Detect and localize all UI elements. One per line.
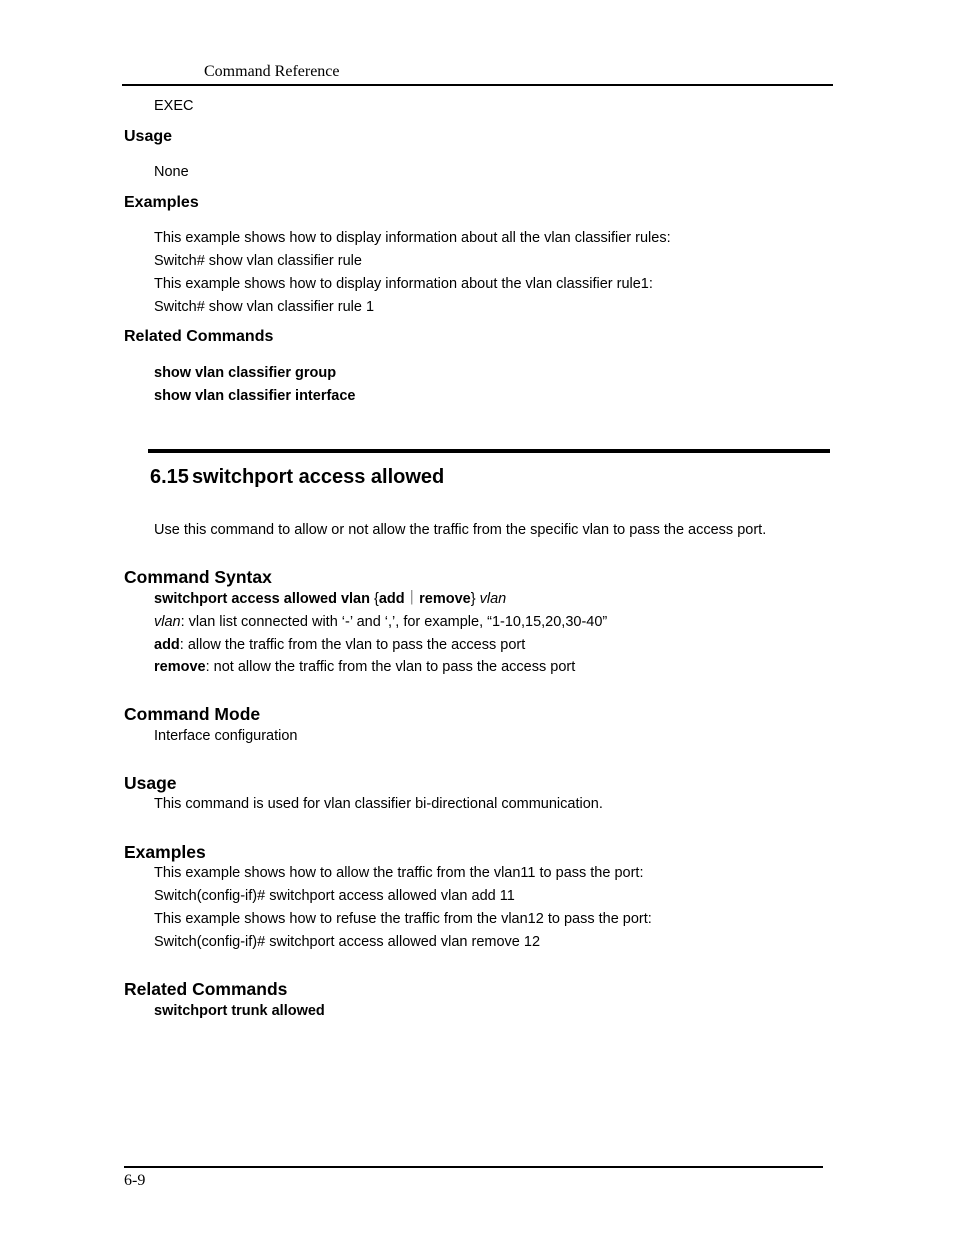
param-desc: : not allow the traffic from the vlan to pass the access port bbox=[205, 659, 576, 675]
examples-heading: Examples bbox=[124, 842, 206, 862]
related-heading: Related Commands bbox=[124, 979, 288, 999]
header-rule bbox=[122, 84, 833, 86]
syntax-argument: vlan bbox=[479, 591, 507, 607]
param-line bbox=[154, 637, 525, 654]
syntax-line bbox=[154, 591, 506, 608]
syntax-option-remove: remove bbox=[419, 591, 471, 607]
prev-related-command: show vlan classifier group bbox=[154, 365, 337, 381]
example-line: Switch(config-if)# switchport access allowed vlan remove 12 bbox=[154, 934, 541, 950]
section-number: 6.15 bbox=[150, 466, 189, 488]
page-number: 6-9 bbox=[124, 1172, 146, 1189]
header-title: Command Reference bbox=[204, 63, 340, 80]
prev-related-heading: Related Commands bbox=[124, 328, 274, 345]
param-line bbox=[154, 659, 575, 676]
mode-value: Interface configuration bbox=[154, 728, 298, 744]
prev-example-line: This example shows how to display information about the vlan classifier rule1: bbox=[154, 276, 653, 292]
syntax-separator: ｜ bbox=[404, 591, 420, 607]
syntax-heading: Command Syntax bbox=[124, 567, 272, 587]
usage-heading: Usage bbox=[124, 773, 177, 793]
footer-rule bbox=[124, 1166, 823, 1168]
param-name: remove bbox=[154, 659, 206, 675]
prev-example-line: Switch# show vlan classifier rule 1 bbox=[154, 299, 375, 315]
example-line: This example shows how to allow the traffic from the vlan11 to pass the port: bbox=[154, 865, 644, 881]
usage-text: This command is used for vlan classifier bi-directional communication. bbox=[154, 796, 603, 812]
prev-usage-heading: Usage bbox=[124, 128, 173, 145]
prev-example-line: This example shows how to display information about all the vlan classifier rules: bbox=[154, 230, 671, 246]
section-divider bbox=[148, 449, 830, 453]
param-name: vlan bbox=[154, 614, 181, 630]
syntax-brace-close: } bbox=[470, 591, 480, 607]
prev-examples-heading: Examples bbox=[124, 194, 199, 211]
param-desc: : vlan list connected with ‘-’ and ‘,’, for example, “1-10,15,20,30-40” bbox=[180, 614, 608, 630]
prev-mode-value: EXEC bbox=[154, 98, 194, 114]
param-line bbox=[154, 614, 607, 631]
section-title bbox=[150, 466, 444, 489]
prev-usage-text: None bbox=[154, 164, 189, 180]
param-desc: : allow the traffic from the vlan to pass the access port bbox=[179, 637, 526, 653]
section-intro: Use this command to allow or not allow the traffic from the specific vlan to pass the access port. bbox=[154, 522, 767, 538]
prev-related-command: show vlan classifier interface bbox=[154, 388, 356, 404]
param-name: add bbox=[154, 637, 180, 653]
section-title-text: switchport access allowed bbox=[191, 466, 445, 488]
related-command: switchport trunk allowed bbox=[154, 1003, 325, 1019]
syntax-brace-open: { bbox=[369, 591, 379, 607]
example-line: Switch(config-if)# switchport access allowed vlan add 11 bbox=[154, 888, 515, 904]
mode-heading: Command Mode bbox=[124, 704, 261, 724]
example-line: This example shows how to refuse the traffic from the vlan12 to pass the port: bbox=[154, 911, 652, 927]
prev-example-line: Switch# show vlan classifier rule bbox=[154, 253, 362, 269]
syntax-option-add: add bbox=[378, 591, 405, 607]
syntax-command: switchport access allowed vlan bbox=[154, 591, 370, 607]
